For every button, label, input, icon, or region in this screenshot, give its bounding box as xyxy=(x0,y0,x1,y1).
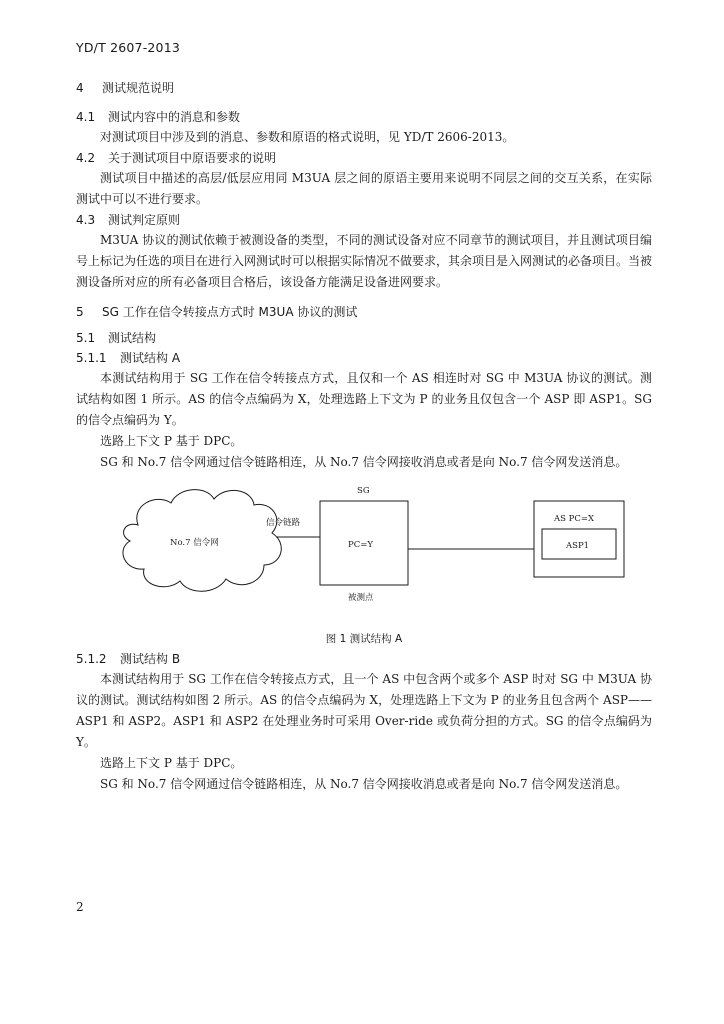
heading-5 xyxy=(76,302,652,322)
heading-4 xyxy=(76,78,652,98)
heading-4-2-number: 4.2 xyxy=(76,151,96,165)
doc-code-header: YD/T 2607-2013 xyxy=(76,40,181,55)
figure-1-diagram xyxy=(76,475,652,627)
paragraph-4-2: 测试项目中描述的高层/低层应用同 M3UA 层之间的原语主要用来说明不同层之间的交互关系，在实际测试中可以不进行要求。 xyxy=(76,171,652,206)
heading-5-1 xyxy=(76,328,652,348)
heading-4-3-title: 测试判定原则 xyxy=(108,213,181,227)
heading-5-number: 5 xyxy=(76,305,84,319)
as-box xyxy=(534,501,624,577)
heading-5-1-1-title: 测试结构 A xyxy=(120,351,181,365)
heading-4-2 xyxy=(76,148,652,168)
heading-5-1-2-number: 5.1.2 xyxy=(76,652,107,666)
heading-5-1-1 xyxy=(76,348,652,368)
sg-inner-label: PC=Y xyxy=(348,540,373,550)
heading-5-1-1-number: 5.1.1 xyxy=(76,351,107,365)
paragraph-5-1-1-c: SG 和 No.7 信令网通过信令链路相连，从 No.7 信令网接收消息或者是向 No.7 信令网发送消息。 xyxy=(100,455,628,469)
heading-4-1-title: 测试内容中的消息和参数 xyxy=(108,110,241,124)
figure-1-caption: 图 1 测试结构 A xyxy=(325,633,403,645)
cloud-label: No.7 信令网 xyxy=(170,538,219,548)
figure-1-svg xyxy=(76,475,652,627)
paragraph-5-1-1-b: 选路上下文 P 基于 DPC。 xyxy=(100,434,243,448)
heading-4-1-number: 4.1 xyxy=(76,110,96,124)
heading-5-1-2-title: 测试结构 B xyxy=(120,652,181,666)
paragraph-5-1-2-b: 选路上下文 P 基于 DPC。 xyxy=(100,756,243,770)
paragraph-5-1-1-a: 本测试结构用于 SG 工作在信令转接点方式，且仅和一个 AS 相连时对 SG 中 M3UA 协议的测试。测试结构如图 1 所示。AS 的信令点编码为 X，处理选路上下文为 P 的业务且仅包含一个 ASP 即 ASP1。SG 的信令点编码为 Y。 xyxy=(76,371,652,427)
heading-4-title: 测试规范说明 xyxy=(102,81,175,95)
page-number: 2 xyxy=(76,900,84,914)
sg-test-point-label: 被测点 xyxy=(348,593,374,603)
heading-4-number: 4 xyxy=(76,81,84,95)
paragraph-5-1-2-a: 本测试结构用于 SG 工作在信令转接点方式，且一个 AS 中包含两个或多个 ASP 时对 SG 中 M3UA 协议的测试。测试结构如图 2 所示。AS 的信令点编码为 X，处理选路上下文为 P 的业务且包含两个 ASP——ASP1 和 ASP2。ASP1 和 ASP2 在处理业务时可采用 Over-ride 或负荷分担的方式。SG 的信令点编码为 Y。 xyxy=(76,672,652,749)
heading-5-1-title: 测试结构 xyxy=(108,331,157,345)
heading-5-title: SG 工作在信令转接点方式时 M3UA 协议的测试 xyxy=(102,305,358,319)
heading-4-2-title: 关于测试项目中原语要求的说明 xyxy=(108,151,277,165)
heading-4-3-number: 4.3 xyxy=(76,213,96,227)
heading-5-1-number: 5.1 xyxy=(76,331,96,345)
heading-4-1 xyxy=(76,107,652,127)
sg-top-label: SG xyxy=(357,486,370,496)
paragraph-4-3: M3UA 协议的测试依赖于被测设备的类型，不同的测试设备对应不同章节的测试项目，并且测试项目编号上标记为任选的项目在进行入网测试时可以根据实际情况不做要求，其余项目是入网测试的必备项目。当被测设备所对应的所有必备项目合格后，该设备方能满足设备进网要求。 xyxy=(76,233,653,289)
heading-5-1-2 xyxy=(76,649,652,669)
asp1-label: ASP1 xyxy=(566,541,590,551)
heading-4-3 xyxy=(76,210,652,230)
as-label: AS PC=X xyxy=(554,514,595,524)
page-content xyxy=(76,78,652,795)
paragraph-5-1-2-c: SG 和 No.7 信令网通过信令链路相连，从 No.7 信令网接收消息或者是向 No.7 信令网发送消息。 xyxy=(100,777,628,791)
paragraph-4-1: 对测试项目中涉及到的消息、参数和原语的格式说明，见 YD/T 2606-2013。 xyxy=(100,130,515,144)
signaling-link-label: 信令链路 xyxy=(266,518,301,528)
